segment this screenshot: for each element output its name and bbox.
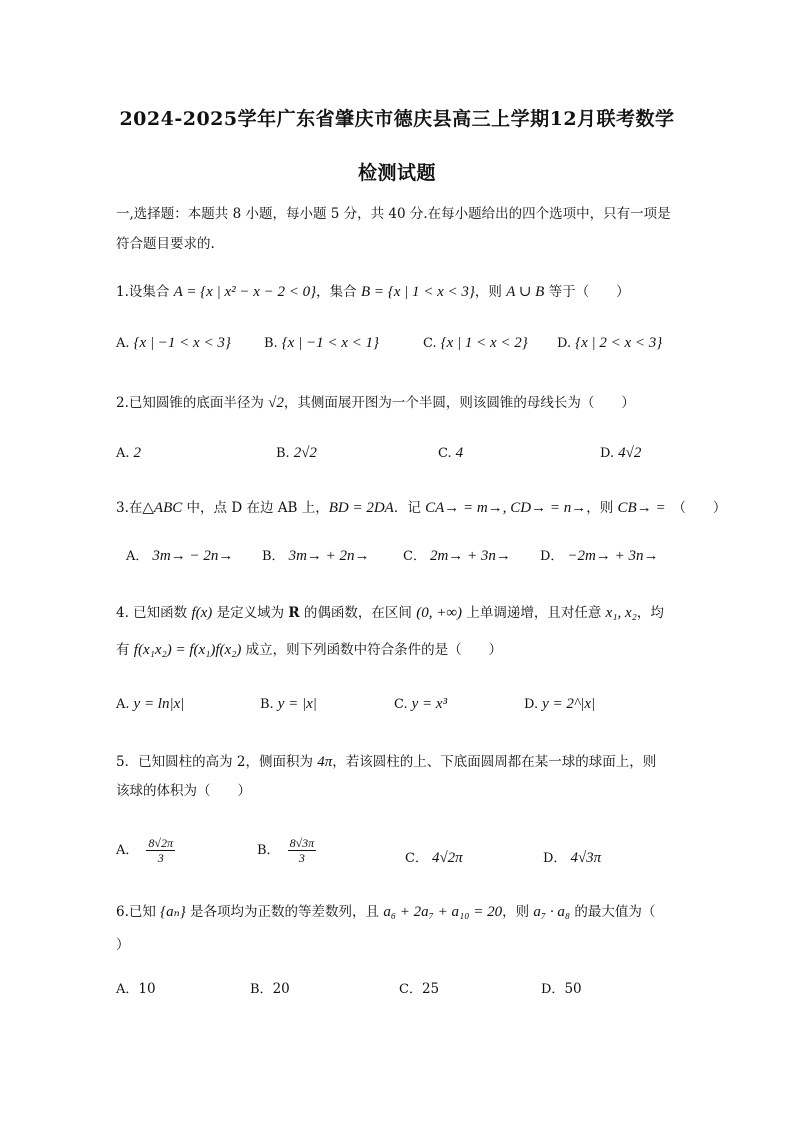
question-6-cont: ） (116, 937, 130, 953)
question-2: 2.已知圆锥的底面半径为 √2，其侧面展开图为一个半圆，则该圆锥的母线长为（ ） (116, 395, 635, 411)
q5-option-d: D． 4√3π (543, 850, 602, 866)
q6-option-d: D．50 (541, 981, 582, 997)
q2-radius: √2 (268, 395, 284, 411)
q1-option-d: D. {x | 2 < x < 3} (557, 335, 663, 351)
q6-option-b: B．20 (250, 981, 290, 997)
question-5-cont: 该球的体积为（ ） (116, 783, 251, 799)
q1-text: ，集合 (316, 284, 361, 300)
q2-option-b: B. 2√2 (276, 445, 317, 461)
q5-option-c: C． 4√2π (405, 850, 463, 866)
question-6: 6.已知 {aₙ} 是各项均为正数的等差数列，且 a₆ + 2a₇ + a₁₀ = 20，则 a₇ · a₈ 的最大值为（ (116, 904, 656, 920)
section-instructions: 一,选择题：本题共 8 小题，每小题 5 分，共 40 分.在每小题给出的四个选项中，只有一项是 (116, 206, 671, 222)
q2-option-a: A. 2 (116, 445, 142, 461)
question-3: 3.在△ABC 中，点 D 在边 AB 上，BD = 2DA．记 CA→ = m→, CD→ = n→，则 CB→ = （ ） (116, 500, 727, 516)
q6-option-a: A．10 (116, 981, 156, 997)
q5-option-a-fraction: $\frac{8√2\pi}{3}$ (148, 836, 173, 865)
q4-option-b: B. y = |x| (260, 696, 317, 712)
q1-option-a: A. {x | −1 < x < 3} (116, 335, 231, 351)
q3-option-d: D． −2m→ + 3n→ (540, 548, 659, 564)
q3-option-c: C． 2m→ + 3n→ (403, 548, 511, 564)
question-4: 4. 已知函数 f(x) 是定义域为 R 的偶函数，在区间 (0, +∞) 上单调递增，且对任意 x₁, x₂，均 (116, 605, 664, 621)
question-1 (116, 282, 630, 302)
q1-text: 1.设集合 (116, 284, 174, 300)
q1-union: A ∪ B (506, 284, 545, 300)
exam-title: 2024-2025学年广东省肇庆市德庆县高三上学期12月联考数学 (119, 108, 675, 130)
q4-option-d: D. y = 2^|x| (524, 696, 596, 712)
question-4-cont: 有 f(x₁x₂) = f(x₁)f(x₂) 成立，则下列函数中符合条件的是（ ） (116, 642, 503, 658)
q1-set-b: B = {x | 1 < x < 3} (360, 284, 475, 300)
q1-option-b: B. {x | −1 < x < 1} (264, 335, 379, 351)
exam-subtitle: 检测试题 (357, 162, 436, 184)
q1-text: 等于（ ） (544, 284, 630, 300)
q5-option-a: A． $\frac{8√2\pi}{3}$ (116, 836, 173, 865)
q5-option-b: B． $\frac{8√3\pi}{3}$ (257, 836, 315, 865)
section-instructions-cont: 符合题目要求的. (116, 236, 215, 252)
q2-option-c: C. 4 (438, 445, 464, 461)
q1-set-a: A = {x | x² − x − 2 < 0} (173, 284, 317, 300)
q2-option-d: D. 4√2 (600, 445, 642, 461)
q1-option-c: C. {x | 1 < x < 2} (423, 335, 528, 351)
q3-option-a: A． 3m→ − 2n→ (126, 548, 234, 564)
question-5: 5．已知圆柱的高为 2，侧面积为 4π，若该圆柱的上、下底面圆周都在某一球的球面上，则 (116, 754, 657, 770)
q1-text: ，则 (474, 284, 507, 300)
q5-option-b-fraction: $\frac{8√3\pi}{3}$ (289, 836, 315, 865)
q6-option-c: C．25 (399, 981, 440, 997)
q3-option-b: B． 3m→ + 2n→ (262, 548, 370, 564)
q4-option-a: A. y = ln|x| (116, 696, 185, 712)
q4-option-c: C. y = x³ (394, 696, 448, 712)
